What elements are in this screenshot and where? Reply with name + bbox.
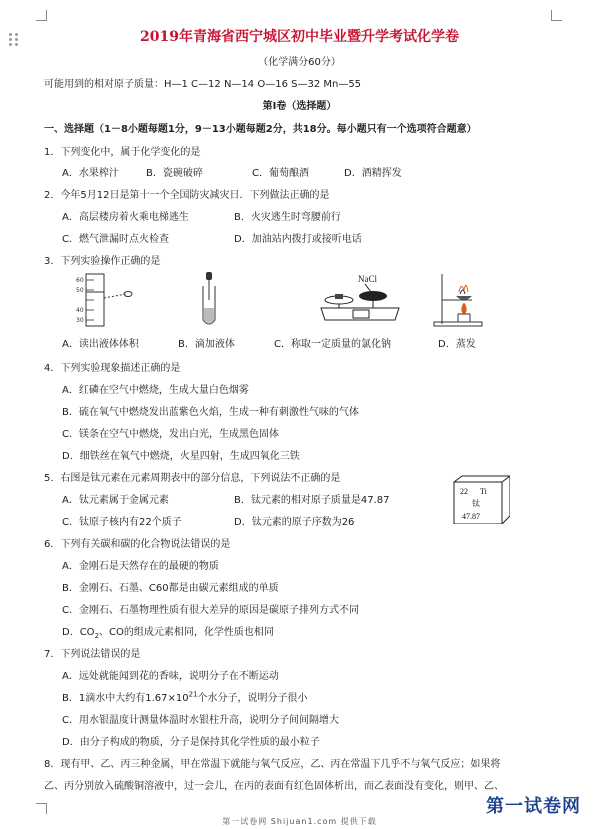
option-c: C．镁条在空气中燃烧，发出白光，生成黑色固体 <box>62 429 279 440</box>
ti-atomic-mass: 47.87 <box>462 512 480 521</box>
option-a: A．水果榨汁 <box>62 168 119 179</box>
tick-60: 60 <box>76 277 84 284</box>
subscript-2: 2 <box>94 632 100 640</box>
ti-name: 钛 <box>472 499 480 508</box>
titanium-element-card <box>452 474 510 524</box>
option-b: B．硫在氧气中燃烧发出蓝紫色火焰，生成一种有刺激性气味的气体 <box>62 407 359 418</box>
brand-logo: 第一试卷网 <box>486 796 581 817</box>
option-d: D．蒸发 <box>438 339 476 350</box>
tick-30: 30 <box>76 317 84 324</box>
question-1-stem: 1．下列变化中，属于化学变化的是 <box>44 147 201 158</box>
option-d: D．由分子构成的物质，分子是保持其化学性质的最小粒子 <box>62 737 320 748</box>
option-c: C．钛原子核内有22个质子 <box>62 517 182 528</box>
question-8-line-2: 乙、丙分别放入硫酸铜溶液中，过一会儿，在丙的表面有红色固体析出，而乙表面没有变化，则甲、乙、 <box>44 781 504 792</box>
exam-subtitle: （化学满分60分） <box>258 57 341 68</box>
tick-50: 50 <box>76 287 84 294</box>
page-corner-mark <box>551 10 562 21</box>
page-corner-mark <box>36 10 47 21</box>
option-c: C．葡萄酿酒 <box>252 168 309 179</box>
exam-title: 2019年青海省西宁城区初中毕业暨升学考试化学卷 <box>140 29 459 45</box>
option-d-suffix: 、CO的组成元素相同，化学性质也相同 <box>99 627 274 638</box>
option-d: D．酒精挥发 <box>344 168 402 179</box>
question-7-stem: 7．下列说法错误的是 <box>44 649 141 660</box>
question-2-stem: 2．今年5月12日是第十一个全国防灾减灾日．下列做法正确的是 <box>44 190 330 201</box>
option-d <box>62 626 585 639</box>
option-c: C．燃气泄漏时点火检查 <box>62 234 169 245</box>
option-b: B．火灾逃生时弯腰前行 <box>234 212 341 223</box>
footer-text: 第一试卷网 Shijuan1.com 提供下载 <box>222 817 377 826</box>
balance-scale-illustration <box>315 270 407 328</box>
option-d: D．加油站内拨打或接听电话 <box>234 234 362 245</box>
tick-40: 40 <box>76 307 84 314</box>
dropper-test-tube-illustration <box>195 272 225 328</box>
option-a: A．读出液体体积 <box>62 339 139 350</box>
option-a: A．红磷在空气中燃烧，生成大量白色烟雾 <box>62 385 249 396</box>
option-d: D．细铁丝在氧气中燃烧，火星四射，生成四氧化三铁 <box>62 451 300 462</box>
graduated-cylinder-illustration <box>70 270 140 328</box>
nacl-label: NaCl <box>358 274 377 284</box>
option-b <box>62 692 585 705</box>
option-a: A．钛元素属于金属元素 <box>62 495 169 506</box>
question-4-stem: 4．下列实验现象描述正确的是 <box>44 363 181 374</box>
option-c: C．用水银温度计测量体温时水银柱升高，说明分子间间隔增大 <box>62 715 339 726</box>
option-c: C．金刚石、石墨物理性质有很大差异的原因是碳原子排列方式不同 <box>62 605 359 616</box>
question-3-stem: 3．下列实验操作正确的是 <box>44 256 161 267</box>
option-a: A．金刚石是天然存在的最硬的物质 <box>62 561 219 572</box>
option-b-suffix: 个水分子，说明分子很小 <box>197 693 308 704</box>
option-a: A．高层楼房着火乘电梯逃生 <box>62 212 189 223</box>
atomic-mass-info: 可能用到的相对原子质量：H—1 C—12 N—14 O—16 S—32 Mn—55 <box>44 79 362 90</box>
option-b-prefix: B．1滴水中大约有1.67×10 <box>62 693 189 704</box>
option-b: B．钛元素的相对原子质量是47.87 <box>234 495 390 506</box>
option-c: C．称取一定质量的氯化钠 <box>274 339 391 350</box>
option-a: A．远处就能闻到花的香味，说明分子在不断运动 <box>62 671 279 682</box>
superscript-21: 21 <box>188 690 198 699</box>
section-instructions: 一、选择题（1－8小题每题1分，9－13小题每题2分，共18分。每小题只有一个选项符合题意） <box>44 124 477 135</box>
ti-atomic-number: 22 <box>460 487 468 496</box>
option-d-prefix: D．CO <box>62 627 95 638</box>
page-corner-mark <box>36 803 47 814</box>
option-b: B．瓷碗破碎 <box>146 168 203 179</box>
ti-symbol: Ti <box>480 487 487 496</box>
evaporation-illustration <box>430 270 486 328</box>
question-5-stem: 5．右图是钛元素在元素周期表中的部分信息，下列说法不正确的是 <box>44 473 341 484</box>
option-d: D．钛元素的原子序数为26 <box>234 517 355 528</box>
option-b: B．滴加液体 <box>178 339 235 350</box>
question-8-line-1: 8．现有甲、乙、丙三种金属，甲在常温下就能与氧气反应，乙、丙在常温下几乎不与氧气反应；如果将 <box>44 759 501 770</box>
section-title: 第Ⅰ卷（选择题） <box>262 101 337 112</box>
option-b: B．金刚石、石墨、C60都是由碳元素组成的单质 <box>62 583 279 594</box>
question-6-stem: 6．下列有关碳和碳的化合物说法错误的是 <box>44 539 231 550</box>
